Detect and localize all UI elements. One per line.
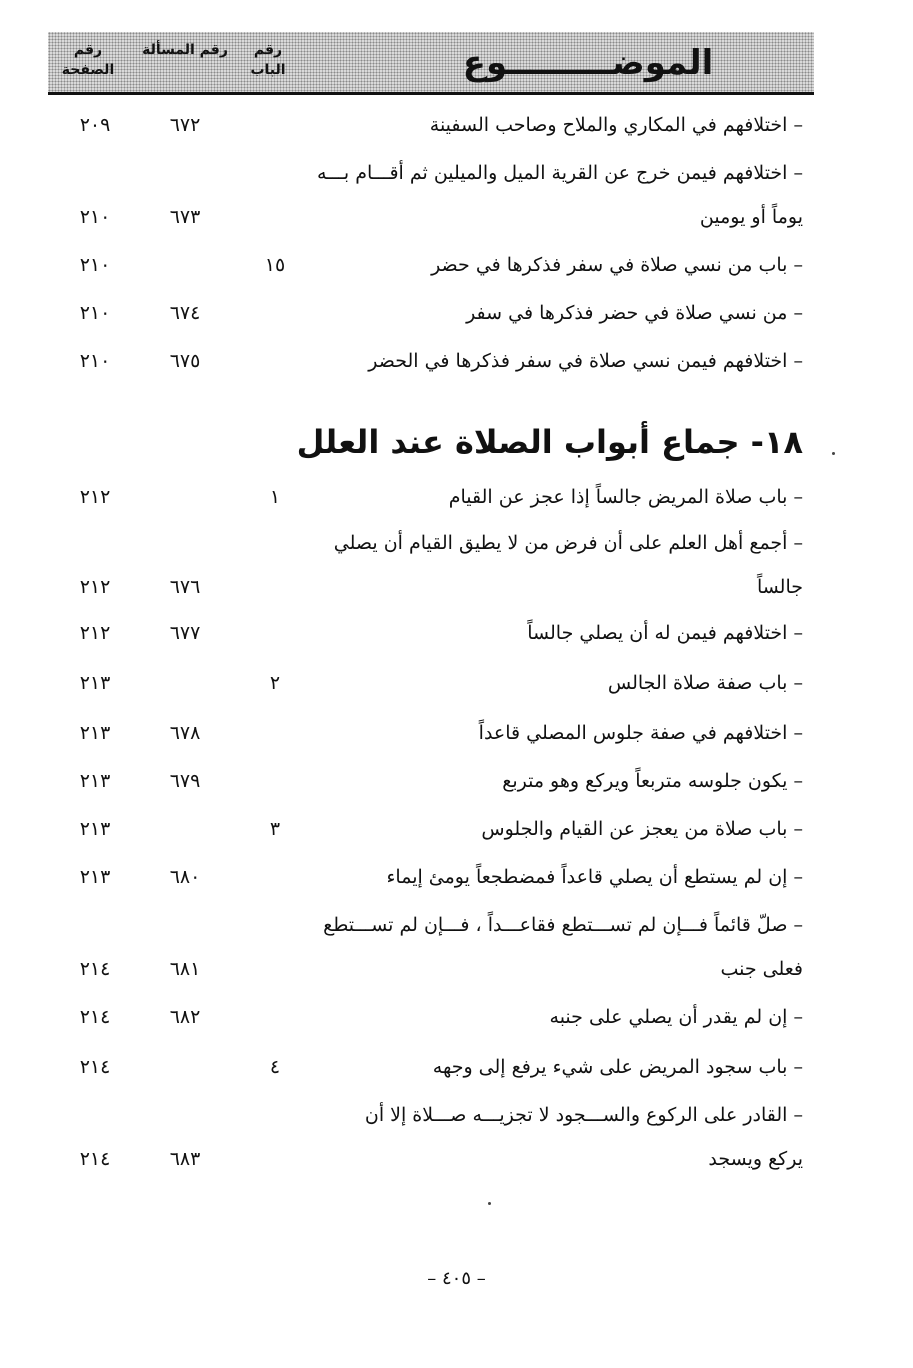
page-number: – ٤٠٥ – — [427, 1268, 486, 1289]
entry-topic-line: فعلى جنب — [720, 958, 803, 980]
entry-topic-line: – يكون جلوسه متربعاً ويركع وهو متربع — [502, 770, 803, 792]
chapter-column-header-text: رقم الباب — [250, 42, 286, 78]
entry-chapter-number: ٢ — [269, 672, 281, 694]
entry-page-number: ٢١٤ — [79, 958, 111, 980]
entry-topic-line: جالساً — [756, 576, 803, 598]
entry-page-number: ٢٠٩ — [79, 114, 111, 136]
entry-page-number: ٢١٢ — [79, 486, 111, 508]
topic-column-header: الموضـــــــــوع — [462, 43, 714, 83]
entry-topic-line: يوماً أو يومين — [699, 206, 803, 228]
scan-speck — [832, 452, 835, 455]
entry-issue-number: ٦٨٢ — [169, 1006, 201, 1028]
entry-page-number: ٢١٣ — [79, 818, 111, 840]
entry-topic-line: – من نسي صلاة في حضر فذكرها في سفر — [466, 302, 803, 324]
entry-page-number: ٢١٤ — [79, 1148, 111, 1170]
entry-issue-number: ٦٧٢ — [169, 114, 201, 136]
issue-column-header-text: رقم المسألة — [142, 42, 228, 58]
table-header — [48, 32, 814, 95]
chapter-column-header — [236, 40, 300, 80]
entry-page-number: ٢١٢ — [79, 622, 111, 644]
entry-topic-line: – باب صلاة من يعجز عن القيام والجلوس — [481, 818, 803, 840]
entry-topic-line: يركع ويسجد — [708, 1148, 803, 1170]
entry-page-number: ٢١٠ — [79, 206, 111, 228]
entry-page-number: ٢١٣ — [79, 722, 111, 744]
page-column-header-text: رقم الصفحة — [61, 42, 115, 78]
page-column-header — [48, 40, 128, 80]
entry-page-number: ٢١٠ — [79, 302, 111, 324]
entry-page-number: ٢١٤ — [79, 1056, 111, 1078]
entry-page-number: ٢١٤ — [79, 1006, 111, 1028]
entry-page-number: ٢١٠ — [79, 254, 111, 276]
entry-issue-number: ٦٧٨ — [169, 722, 201, 744]
entry-topic-line: – باب صلاة المريض جالساً إذا عجز عن القيام — [448, 486, 803, 508]
entry-topic-line: – صلّ قائماً فـــإن لم تســـتطع فقاعـــداً ، فـــإن لم تســـتطع — [323, 914, 803, 936]
entry-topic-line: – باب صفة صلاة الجالس — [607, 672, 803, 694]
entry-topic-line: – أجمع أهل العلم على أن فرض من لا يطيق القيام أن يصلي — [333, 532, 803, 554]
entry-topic-line: – اختلافهم في صفة جلوس المصلي قاعداً — [478, 722, 803, 744]
entry-issue-number: ٦٧٧ — [169, 622, 201, 644]
entry-topic-line: – اختلافهم فيمن خرج عن القرية الميل والميلين ثم أقـــام بـــه — [316, 162, 803, 184]
entry-topic-line: – إن لم يستطع أن يصلي قاعداً فمضطجعاً يومئ إيماء — [386, 866, 803, 888]
entry-page-number: ٢١٣ — [79, 770, 111, 792]
entry-page-number: ٢١٣ — [79, 866, 111, 888]
section-title: ١٨- جماع أبواب الصلاة عند العلل — [296, 423, 803, 461]
entry-topic-line: – القادر على الركوع والســـجود لا تجزيـــه صـــلاة إلا أن — [364, 1104, 803, 1126]
entry-chapter-number: ٣ — [269, 818, 281, 840]
entry-topic-line: – اختلافهم فيمن له أن يصلي جالساً — [527, 622, 803, 644]
entry-topic-line: – اختلافهم في المكاري والملاح وصاحب السفينة — [429, 114, 803, 136]
entry-issue-number: ٦٨٣ — [169, 1148, 201, 1170]
entry-issue-number: ٦٧٩ — [169, 770, 201, 792]
entry-chapter-number: ٤ — [269, 1056, 281, 1078]
entry-page-number: ٢١٢ — [79, 576, 111, 598]
entry-issue-number: ٦٨٠ — [169, 866, 201, 888]
entry-page-number: ٢١٣ — [79, 672, 111, 694]
entry-page-number: ٢١٠ — [79, 350, 111, 372]
entry-topic-line: – اختلافهم فيمن نسي صلاة في سفر فذكرها في الحضر — [368, 350, 803, 372]
entry-issue-number: ٦٧٤ — [169, 302, 201, 324]
entry-issue-number: ٦٨١ — [169, 958, 201, 980]
entry-topic-line: – باب من نسي صلاة في سفر فذكرها في حضر — [431, 254, 803, 276]
entry-issue-number: ٦٧٥ — [169, 350, 201, 372]
scan-speck — [488, 1202, 491, 1205]
entry-topic-line: – باب سجود المريض على شيء يرفع إلى وجهه — [432, 1056, 803, 1078]
entry-issue-number: ٦٧٦ — [169, 576, 201, 598]
issue-column-header — [140, 40, 230, 60]
entry-chapter-number: ١ — [269, 486, 281, 508]
entry-topic-line: – إن لم يقدر أن يصلي على جنبه — [549, 1006, 803, 1028]
entry-chapter-number: ١٥ — [264, 254, 286, 276]
entry-issue-number: ٦٧٣ — [169, 206, 201, 228]
